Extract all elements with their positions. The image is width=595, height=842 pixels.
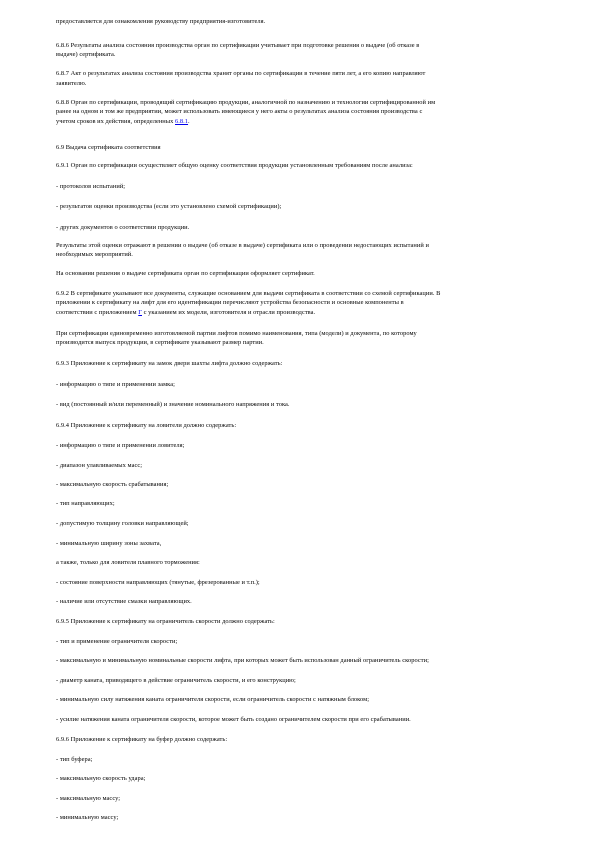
paragraph-line (56, 183, 566, 190)
paragraph-line (56, 736, 566, 743)
paragraph-text: 6.8.6 Результаты анализа состояния производства орган по сертификации учитывает при подготовке решения о выдаче (об отказе в (56, 42, 420, 49)
paragraph-line (56, 462, 566, 469)
paragraph-text: - диапазон улавливаемых масс; (56, 462, 143, 469)
paragraph-line (56, 51, 566, 58)
paragraph-text: . (188, 118, 190, 125)
paragraph-line (56, 309, 566, 316)
paragraph-line (56, 756, 566, 763)
paragraph-text: а также, только для ловителя плавного торможения: (56, 559, 200, 566)
paragraph-text: 6.9.6 Приложение к сертификату на буфер должно содержать: (56, 736, 228, 743)
paragraph-text: производится выпуск продукции, в сертификате указывают размер партии. (56, 339, 264, 346)
paragraph-text: - максимальную массу; (56, 795, 121, 802)
paragraph-line (56, 42, 566, 49)
reference-link[interactable]: Г (138, 309, 142, 316)
paragraph-line (56, 224, 566, 231)
paragraph-line (56, 162, 566, 169)
paragraph-line (56, 814, 566, 821)
paragraph-text: 6.9.1 Орган по сертификации осуществляет общую оценку соответствия продукции установленным требованиям после анализа: (56, 162, 413, 169)
paragraph-text: - максимальную скорость удара; (56, 775, 146, 782)
paragraph-line (56, 251, 566, 258)
paragraph-line (56, 500, 566, 507)
paragraph-line (56, 118, 566, 125)
paragraph-text: - наличие или отсутствие смазки направляющих. (56, 598, 192, 605)
paragraph-line (56, 481, 566, 488)
paragraph-text: - диаметр каната, приводящего в действие ограничитель скорости, и его конструкцию; (56, 677, 296, 684)
paragraph-text: - тип буфера; (56, 756, 93, 763)
paragraph-text: - протоколов испытаний; (56, 183, 126, 190)
paragraph-line (56, 422, 566, 429)
paragraph-text: - максимальную скорость срабатывания; (56, 481, 169, 488)
paragraph-line (56, 716, 566, 723)
paragraph-text: - других документов о соответствии продукции. (56, 224, 190, 231)
paragraph-line (56, 442, 566, 449)
paragraph-line (56, 70, 566, 77)
paragraph-text: - состояние поверхности направляющих (тянутые, фрезерованные и т.п.); (56, 579, 260, 586)
paragraph-text: - тип и применение ограничителя скорости; (56, 638, 178, 645)
paragraph-line (56, 80, 566, 87)
paragraph-text: предоставляется для ознакомления руководству предприятия-изготовителя. (56, 18, 266, 25)
paragraph-line (56, 270, 566, 277)
paragraph-text: 6.9.5 Приложение к сертификату на ограничитель скорости должно содержать: (56, 618, 275, 625)
paragraph-line (56, 99, 566, 106)
paragraph-text: - допустимую толщину головки направляющей; (56, 520, 189, 527)
paragraph-text: заявителю. (56, 80, 87, 87)
paragraph-text: - тип направляющих; (56, 500, 115, 507)
paragraph-line (56, 18, 566, 25)
paragraph-text: 6.9.2 В сертификате указывают все документы, служащие основанием для выдачи сертификата в соответствии со схемой сертификации. В (56, 290, 441, 297)
paragraph-line (56, 775, 566, 782)
paragraph-text: - вид (постоянный и/или переменный) и значение номинального напряжения и тока. (56, 401, 290, 408)
paragraph-text: - информацию о типе и применении ловителя; (56, 442, 185, 449)
paragraph-line (56, 360, 566, 367)
paragraph-line (56, 677, 566, 684)
paragraph-text: учетом сроков их действия, определенных (56, 118, 176, 125)
paragraph-text: соответствии с приложением (56, 309, 139, 316)
paragraph-line (56, 520, 566, 527)
paragraph-line (56, 144, 566, 151)
paragraph-line (56, 330, 566, 337)
paragraph-text: 6.9.4 Приложение к сертификату на ловители должно содержать: (56, 422, 237, 429)
paragraph-text: выдаче) сертификата. (56, 51, 116, 58)
paragraph-line (56, 618, 566, 625)
paragraph-line (56, 638, 566, 645)
paragraph-text: 6.9 Выдача сертификата соответствия (56, 144, 161, 151)
paragraph-line (56, 540, 566, 547)
paragraph-text: - усилие натяжения каната ограничителя скорости, которое может быть создано ограничителем скорости при его срабатывании. (56, 716, 411, 723)
paragraph-line (56, 401, 566, 408)
paragraph-text: - минимальную ширину зоны захвата, (56, 540, 162, 547)
paragraph-text: с указанием их модели, изготовителя и отрасли производства. (142, 309, 316, 316)
paragraph-text: необходимых мероприятий. (56, 251, 133, 258)
paragraph-line (56, 108, 566, 115)
paragraph-line (56, 339, 566, 346)
paragraph-line (56, 290, 566, 297)
paragraph-text: - максимальную и минимальную номинальные скорости лифта, при которых может быть использован данный ограничитель скорости; (56, 657, 429, 664)
paragraph-line (56, 381, 566, 388)
paragraph-line (56, 696, 566, 703)
paragraph-text: ранее на одном и том же предприятии, может использовать имеющиеся у него акты о результатах анализа состояния производства с (56, 108, 423, 115)
paragraph-text: На основании решения о выдаче сертификата орган по сертификации оформляет сертификат. (56, 270, 315, 277)
paragraph-line (56, 598, 566, 605)
paragraph-text: При сертификации единовременно изготовляемой партии лифтов помимо наименования, типа (модели) и документа, по которому (56, 330, 417, 337)
paragraph-line (56, 242, 566, 249)
paragraph-line (56, 657, 566, 664)
paragraph-line (56, 299, 566, 306)
paragraph-line (56, 203, 566, 210)
paragraph-text: - минимальную массу; (56, 814, 119, 821)
paragraph-text: - результатов оценки производства (если это установлено схемой сертификации); (56, 203, 282, 210)
reference-link[interactable]: 6.8.1 (175, 118, 189, 125)
paragraph-text: приложении к сертификату на лифт для его идентификации перечисляют устройства безопасности и основные компоненты в (56, 299, 404, 306)
paragraph-text: - минимальную силу натяжения каната ограничителя скорости, если ограничитель скорости с натяжным блоком; (56, 696, 370, 703)
paragraph-text: 6.8.8 Орган по сертификации, проводящий сертификацию продукции, аналогичной по назначению и технологии сертифицированной им (56, 99, 436, 106)
paragraph-line (56, 795, 566, 802)
paragraph-text: - информацию о типе и применении замка; (56, 381, 175, 388)
paragraph-line (56, 579, 566, 586)
paragraph-line (56, 559, 566, 566)
paragraph-text: 6.8.7 Акт о результатах анализа состояния производства хранят органы по сертификации в течение пяти лет, а его копию направляют (56, 70, 426, 77)
paragraph-text: Результаты этой оценки отражают в решении о выдаче (об отказе в выдаче) сертификата или о проведении недостающих испытаний и (56, 242, 429, 249)
paragraph-text: 6.9.3 Приложение к сертификату на замок двери шахты лифта должно содержать: (56, 360, 283, 367)
